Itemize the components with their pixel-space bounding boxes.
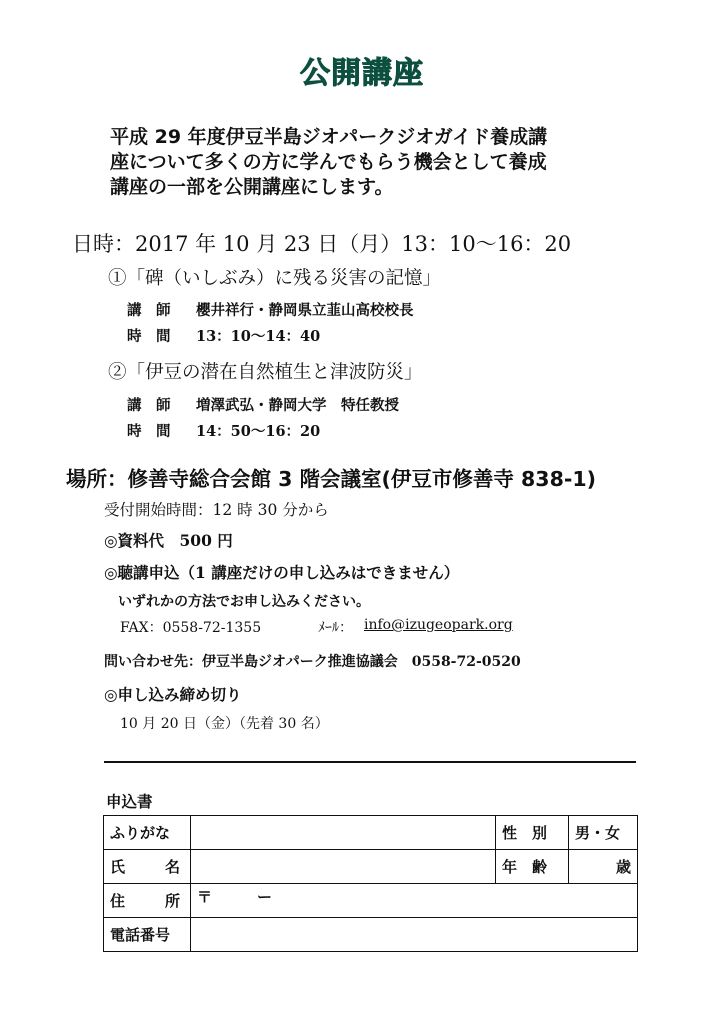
- contact-info: 問い合わせ先：伊豆半島ジオパーク推進協議会 0558-72-0520: [104, 654, 521, 670]
- application-form: [103, 815, 638, 952]
- intro-line-2: 座について多くの方に学んでもらう機会として養成: [110, 151, 547, 173]
- apply-method: いずれかの方法でお申し込みください。: [118, 594, 370, 610]
- form-row-address: [104, 884, 638, 918]
- form-row-phone: [104, 918, 638, 952]
- event-place: 場所：修善寺総合会館 3 階会議室(伊豆市修善寺 838-1): [66, 467, 596, 491]
- lecture-1-title: ①「碑（いしぶみ）に残る災害の記憶」: [108, 268, 442, 289]
- address-field[interactable]: [191, 884, 638, 918]
- lecture-1-lecturer: 櫻井祥行・静岡県立韮山高校校長: [196, 302, 414, 319]
- name-label-char-2: 名: [164, 858, 180, 876]
- apply-heading: ◎聴講申込（1 講座だけの申し込みはできません）: [104, 563, 460, 582]
- name-label-char-1: 氏: [110, 858, 126, 876]
- intro-line-3: 講座の一部を公開講座にします。: [110, 176, 394, 198]
- form-heading: 申込書: [106, 793, 153, 811]
- address-label-char-1: 住: [110, 892, 126, 910]
- age-field[interactable]: [569, 850, 638, 884]
- lecture-2-lecturer-label: 講 師: [127, 397, 171, 414]
- phone-label: 電話番号: [104, 918, 191, 952]
- event-datetime: 日時：2017 年 10 月 23 日（月）13：10～16：20: [72, 232, 572, 256]
- furigana-field[interactable]: [191, 816, 496, 850]
- fax-number: FAX：0558-72-1355: [120, 620, 262, 636]
- name-field[interactable]: [191, 850, 496, 884]
- reception-time: 受付開始時間：12 時 30 分から: [104, 501, 329, 519]
- section-divider: [104, 761, 636, 763]
- address-label: [104, 884, 191, 918]
- gender-options[interactable]: 男・女: [569, 816, 638, 850]
- lecture-1-lecturer-label: 講 師: [127, 302, 171, 319]
- age-unit: 歳: [615, 858, 631, 876]
- name-label: [104, 850, 191, 884]
- form-row-furigana: [104, 816, 638, 850]
- deadline-date: 10 月 20 日（金）（先着 30 名）: [120, 716, 329, 732]
- lecture-2-title: ②「伊豆の潜在自然植生と津波防災」: [108, 362, 423, 383]
- postal-code-mark: 〒 ー: [197, 888, 273, 906]
- lecture-2-lecturer: 増澤武弘・静岡大学 特任教授: [196, 397, 399, 414]
- furigana-label: ふりがな: [104, 816, 191, 850]
- address-label-char-2: 所: [164, 892, 180, 910]
- form-row-name: [104, 850, 638, 884]
- lecture-2-time-label: 時 間: [127, 423, 171, 440]
- mail-label: ﾒｰﾙ：: [318, 620, 353, 636]
- phone-field[interactable]: [191, 918, 638, 952]
- lecture-1-time-label: 時 間: [127, 328, 171, 345]
- lecture-1-time: 13：10～14：40: [196, 328, 321, 345]
- age-label: 年 齢: [496, 850, 569, 884]
- gender-label: 性 別: [496, 816, 569, 850]
- intro-line-1: 平成 29 年度伊豆半島ジオパークジオガイド養成講: [110, 126, 548, 148]
- page-title: 公開講座: [300, 56, 424, 91]
- lecture-2-time: 14：50～16：20: [196, 423, 321, 440]
- material-fee: ◎資料代 500 円: [104, 531, 233, 550]
- email-link[interactable]: info@izugeopark.org: [364, 617, 513, 633]
- deadline-heading: ◎申し込み締め切り: [104, 685, 242, 704]
